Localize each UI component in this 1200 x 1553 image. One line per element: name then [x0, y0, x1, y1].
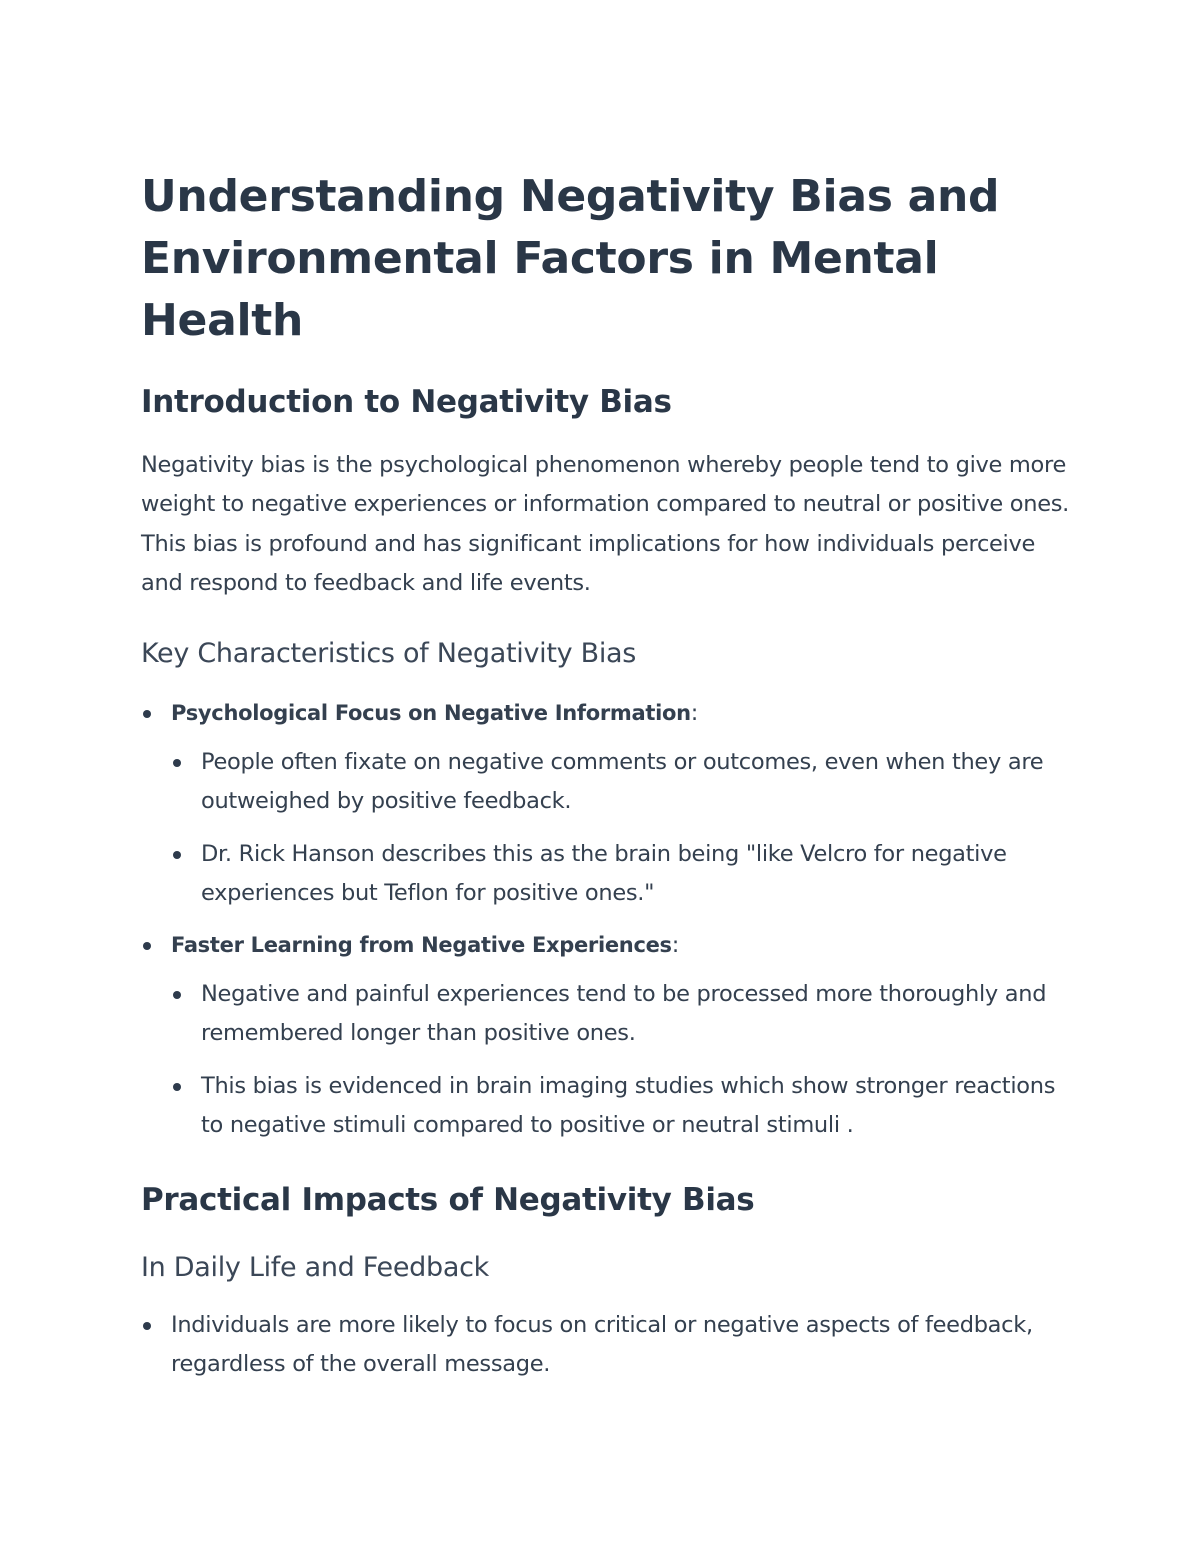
- sub-list-item: [171, 835, 1071, 914]
- document-title: Understanding Negativity Bias and Environmental Factors in Mental Health: [141, 171, 1000, 346]
- section-heading-introduction: Introduction to Negativity Bias: [141, 384, 672, 420]
- bullet-icon: [143, 710, 151, 718]
- sub-list-item-text: People often fixate on negative comments or outcomes, even when they are outweighed by positive feedback.: [201, 749, 1044, 815]
- bullet-icon: [143, 942, 151, 950]
- bullet-icon: [173, 991, 181, 999]
- document-page: [141, 166, 1071, 1385]
- sub-list-item-text: Negative and painful experiences tend to be processed more thoroughly and remembered longer than positive ones.: [201, 981, 1047, 1047]
- sub-list-item: [171, 975, 1071, 1054]
- bullet-icon: [143, 1322, 151, 1330]
- bullet-icon: [173, 1083, 181, 1091]
- daily-life-list: [141, 1306, 1071, 1385]
- intro-paragraph: Negativity bias is the psychological phenomenon whereby people tend to give more weight to negative experiences or information compared to neutral or positive ones. This bias is profound and has significant implications for how individuals perceive and respond to feedback and life events.: [141, 452, 1070, 597]
- bullet-icon: [173, 851, 181, 859]
- sub-list-item-text: Dr. Rick Hanson describes this as the brain being "like Velcro for negative experiences but Teflon for positive ones.": [201, 840, 1007, 907]
- section-heading-practical-impacts: Practical Impacts of Negativity Bias: [141, 1181, 755, 1218]
- characteristics-list: [141, 694, 1071, 1146]
- bullet-icon: [173, 759, 181, 767]
- list-item-label: Psychological Focus on Negative Information: [171, 700, 691, 725]
- list-item: [141, 1306, 1071, 1385]
- list-item: [141, 694, 1071, 914]
- list-item-suffix: :: [671, 931, 680, 958]
- sub-list: [171, 743, 1071, 914]
- sub-list-item: [171, 743, 1071, 822]
- list-item: [141, 926, 1071, 1146]
- sub-list-item-text: This bias is evidenced in brain imaging studies which show stronger reactions to negative stimuli compared to positive or neutral stimuli .: [201, 1072, 1056, 1139]
- sub-list-item: [171, 1067, 1071, 1146]
- subheading-daily-life: In Daily Life and Feedback: [141, 1251, 489, 1283]
- list-item-label: Faster Learning from Negative Experiences: [171, 932, 672, 957]
- list-item-text: Individuals are more likely to focus on critical or negative aspects of feedback, regardless of the overall message.: [171, 1311, 1033, 1378]
- sub-list: [171, 975, 1071, 1146]
- list-item-suffix: :: [690, 699, 699, 726]
- subheading-key-characteristics: Key Characteristics of Negativity Bias: [141, 637, 637, 669]
